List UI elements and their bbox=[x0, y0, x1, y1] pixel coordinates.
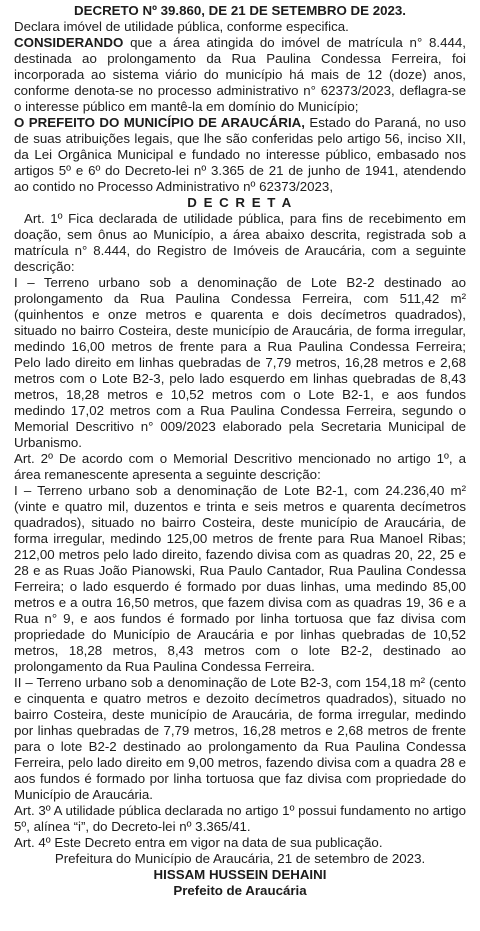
article-1-item-1: I – Terreno urbano sob a denominação de Lote B2-2 destinado ao prolongamento da Rua Paulina Condessa Ferreira, com 511,42 m² (quinhentos e onze metros e quarenta e dois decímetros quadrados), situado no bairro Costeira, deste município de Araucária, de forma irregular, medindo 16,00 metros de frente para a Rua Paulina Condessa Ferreira; Pelo lado direito em linhas quebradas de 7,79 metros, 16,28 metros e 2,68 metros com o Lote B2-3, pelo lado esquerdo em linhas quebradas de 8,43 metros, 18,28 metros e 10,52 metros com o Lote B2-1, e aos fundos medindo 17,02 metros com a Rua Paulina Condessa Ferreira, segundo o Memorial Descritivo n° 009/2023 elaborado pela Secretaria Municipal de Urbanismo. bbox=[14, 275, 466, 450]
considering-paragraph bbox=[14, 35, 466, 115]
considering-text: que a área atingida do imóvel de matrícula n° 8.444, destinada ao prolongamento da Rua Paulina Condessa Ferreira, foi incorporada ao sistema viário do município há mais de 12 (doze) anos, conforme denota-se no processo administrativo n° 62373/2023, deflagra-se o interesse público em mantê-la em domínio do Município; bbox=[14, 35, 466, 114]
decreta-heading: D E C R E T A bbox=[187, 195, 293, 210]
article-4: Art. 4º Este Decreto entra em vigor na data de sua publicação. bbox=[14, 835, 383, 850]
mayor-paragraph bbox=[14, 115, 466, 195]
article-2-item-1: I – Terreno urbano sob a denominação de Lote B2-1, com 24.236,40 m² (vinte e quatro mil, duzentos e trinta e seis metros e quarenta decímetros quadrados), situado no bairro Costeira, deste município de Araucária, de forma irregular, medindo 125,00 metros de frente para Rua Manoel Ribas; 212,00 metros pelo lado direito, fazendo divisa com as quadras 20, 22, 25 e 28 e as Ruas João Pianowski, Rua Paulo Cantador, Rua Paulina Condessa Ferreira; o lado esquerdo é formado por duas linhas, uma medindo 85,00 metros e a outra 16,50 metros, que fazem divisa com as quadras 19, 36 e a Rua n° 9, e aos fundos é formado por linha tortuosa que faz divisa com propriedade do Município de Araucária e por linhas quebradas de 10,52 metros, 18,28 metros, 8,43 metros com o lote B2-2, destinado ao prolongamento da Rua Paulina Condessa Ferreira. bbox=[14, 483, 466, 674]
decree-title: DECRETO Nº 39.860, DE 21 DE SETEMBRO DE 2023. bbox=[74, 3, 406, 18]
place-date: Prefeitura do Município de Araucária, 21 de setembro de 2023. bbox=[54, 851, 426, 866]
mayor-text: Estado do Paraná, no uso de suas atribuições legais, que lhe são conferidas pelo artigo 56, inciso XII, da Lei Orgânica Municipal e fundado no interesse público, embasado nos artigos 5º e 6º do Decreto-lei nº 3.365 de 21 de junho de 1941, atendendo ao contido no Processo Administrativo nº 62373/2023, bbox=[14, 115, 466, 194]
mayor-label: O PREFEITO DO MUNICÍPIO DE ARAUCÁRIA, bbox=[14, 115, 305, 130]
article-2: Art. 2º De acordo com o Memorial Descritivo mencionado no artigo 1º, a área remanescente apresenta a seguinte descrição: bbox=[14, 451, 466, 482]
signer-title: Prefeito de Araucária bbox=[173, 883, 307, 898]
considering-label: CONSIDERANDO bbox=[14, 35, 124, 50]
article-1: Art. 1º Fica declarada de utilidade pública, para fins de recebimento em doação, sem ônus ao Município, a área abaixo descrita, registrada sob a matrícula n° 8.444, do Registro de Imóveis de Araucária, com a seguinte descrição: bbox=[14, 211, 466, 274]
signer-name: HISSAM HUSSEIN DEHAINI bbox=[153, 867, 327, 882]
article-2-item-2: II – Terreno urbano sob a denominação de Lote B2-3, com 154,18 m² (cento e cinquenta e quatro metros e dezoito decímetros quadrados), situado no bairro Costeira, deste município de Araucária, de forma irregular, medindo por linhas quebradas de 7,79 metros, 16,28 metros e 2,68 metros de frente para o lote B2-2 destinado ao prolongamento da Rua Paulina Condessa Ferreira, pelo lado direito em 9,00 metros, fazendo divisa com a quadra 28 e aos fundos é formado por linha tortuosa que faz divisa com propriedade do Município de Araucária. bbox=[14, 675, 466, 802]
article-3: Art. 3º A utilidade pública declarada no artigo 1º possui fundamento no artigo 5º, alínea “i”, do Decreto-lei nº 3.365/41. bbox=[14, 803, 466, 834]
decree-summary: Declara imóvel de utilidade pública, conforme especifica. bbox=[14, 19, 349, 34]
